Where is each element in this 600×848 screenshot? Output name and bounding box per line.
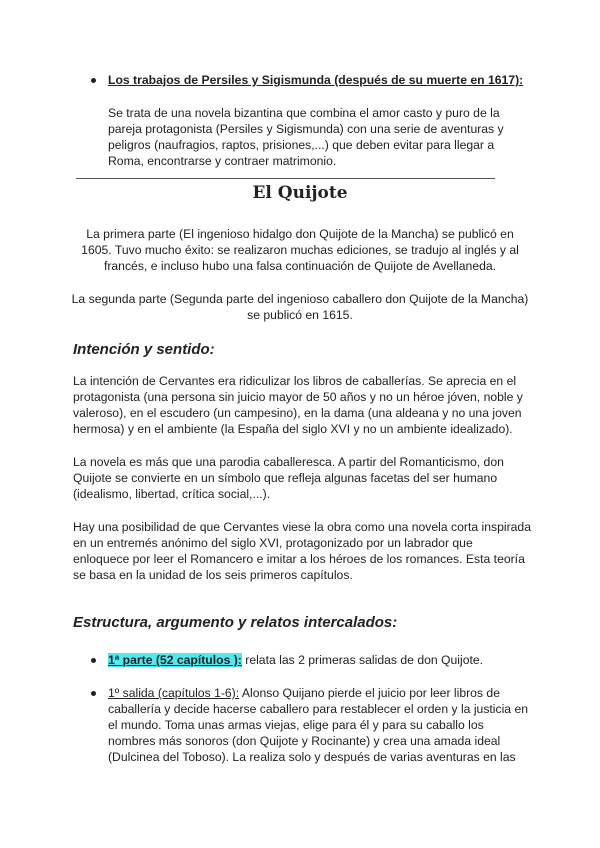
text-line: (Dulcinea del Toboso). La realiza solo y después de varias aventuras en las (108, 750, 516, 764)
text-line: en un entremés anónimo del siglo XVI, protagonizado por un labrador que (73, 536, 473, 550)
intencion-heading: Intención y sentido: (73, 341, 215, 358)
text-line: se publicó en 1615. (247, 308, 353, 322)
text-line: francés, e incluso hubo una falsa continuación de Quijote de Avellaneda. (103, 259, 497, 273)
text-line: La primera parte (El ingenioso hidalgo don Quijote de la Mancha) se publicó en (86, 227, 514, 241)
text-line: protagonista (una persona sin juicio mayor de 50 años y no un héroe jóven, noble y (73, 390, 523, 404)
text-line: enloquece por leer el Romancero e imitar a los héroes de los romances. Esta teoría (73, 552, 525, 566)
estructura-item-2 (108, 685, 528, 765)
horizontal-divider (76, 178, 495, 179)
text-line: Quijote se convierte en un símbolo que refleja algunas facetas del ser humano (73, 471, 498, 485)
intencion-paragraph-3 (73, 519, 531, 583)
text-line: La intención de Cervantes era ridiculizar los libros de caballerías. Se aprecia en el (73, 374, 517, 388)
text-line: Roma, encontrarse y contraer matrimonio. (108, 154, 337, 168)
highlighted-label: 1ª parte (52 capítulos ): (108, 653, 242, 667)
bullet-icon (91, 658, 96, 663)
text-line: Hay una posibilidad de que Cervantes viese la obra como una novela corta inspirada (73, 520, 531, 534)
intro-paragraph-1 (0, 226, 600, 274)
text-line: hermosa) y en el ambiente (la España del siglo XVI y no un ambiente idealizado). (73, 422, 513, 436)
text-line: (idealismo, libertad, crítica social,...). (73, 487, 271, 501)
text-line: valeroso), en el escudero (un campesino), en la dama (una aldeana y no una joven (73, 406, 522, 420)
intro-paragraph-2 (0, 291, 600, 323)
persiles-paragraph (108, 105, 504, 169)
persiles-heading: Los trabajos de Persiles y Sigismunda (después de su muerte en 1617): (108, 73, 524, 87)
intencion-paragraph-2 (73, 454, 504, 502)
bullet-icon (91, 78, 96, 83)
text-line: pareja protagonista (Persiles y Sigismunda) con una serie de aventuras y (108, 122, 504, 136)
intencion-paragraph-1 (73, 373, 523, 437)
text-line: Se trata de una novela bizantina que combina el amor casto y puro de la (108, 106, 500, 120)
text-line: caballería y decide hacerse caballero para restablecer el orden y la justicia en (108, 702, 529, 716)
underlined-label: 1º salida (capítulos 1-6): (108, 686, 240, 700)
bullet-icon (91, 691, 96, 696)
text-line: La segunda parte (Segunda parte del ingenioso caballero don Quijote de la Mancha) (71, 292, 529, 306)
item-text: relata las 2 primeras salidas de don Quijote. (241, 653, 484, 667)
text-line: 1605. Tuvo mucho éxito: se realizaron muchas ediciones, se tradujo al inglés y al (81, 243, 519, 257)
estructura-item-1 (108, 652, 483, 668)
text-line: se basa en la unidad de los seis primeros capítulos. (73, 568, 353, 582)
estructura-heading: Estructura, argumento y relatos intercalados: (73, 614, 398, 631)
text-line: peligros (naufragios, raptos, prisiones,...) que deben evitar para llegar a (108, 138, 495, 152)
text-line: nombres más sonoros (don Quijote y Rocinante) y crea una amada ideal (108, 734, 501, 748)
text-line: el mundo. Toma unas armas viejas, elige para él y para su caballo los (108, 718, 484, 732)
item-text: Alonso Quijano pierde el juicio por leer libros de (239, 686, 500, 700)
text-line: La novela es más que una parodia caballeresca. A partir del Romanticismo, don (73, 455, 504, 469)
section-title: El Quijote (252, 183, 348, 203)
